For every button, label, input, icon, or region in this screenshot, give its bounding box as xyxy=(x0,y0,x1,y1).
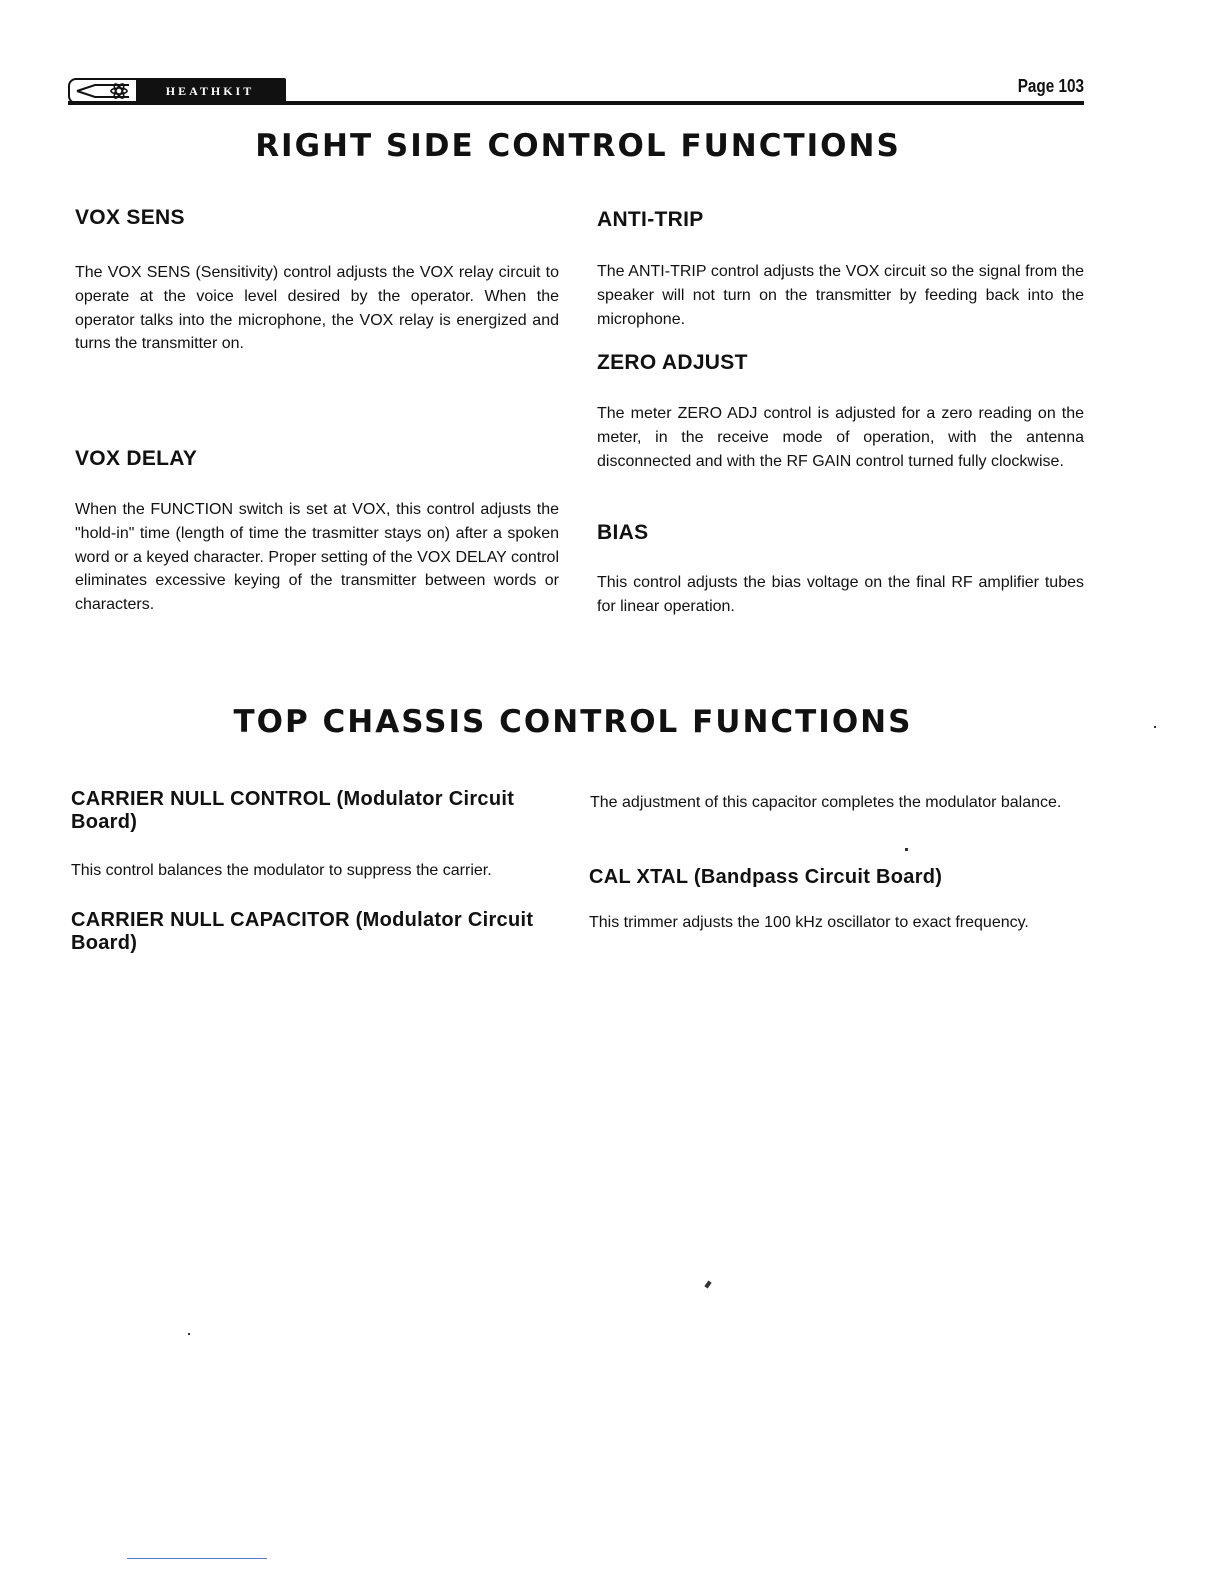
bias-block xyxy=(597,521,1084,619)
carrier-null-control-body: This control balances the modulator to suppress the carrier. xyxy=(71,862,492,879)
carrier-null-capacitor-body: The adjustment of this capacitor completes the modulator balance. xyxy=(590,794,1062,811)
zero-adjust-heading: ZERO ADJUST xyxy=(597,351,748,374)
vox-sens-block xyxy=(75,206,559,356)
bias-body: This control adjusts the bias voltage on the final RF amplifier tubes for linear operation. xyxy=(597,574,1084,615)
anti-trip-body: The ANTI-TRIP control adjusts the VOX circuit so the signal from the speaker will not turn on the transmitter by feeding back into the microphone. xyxy=(597,263,1084,328)
carrier-null-capacitor-heading: CARRIER NULL CAPACITOR (Modulator Circuit Board) xyxy=(71,909,534,954)
footer-line xyxy=(127,1558,267,1559)
header-rule xyxy=(68,101,1084,105)
scan-mark xyxy=(188,1333,190,1335)
section-title-top-chassis: TOP CHASSIS CONTROL FUNCTIONS xyxy=(233,704,913,740)
logo-emblem-icon xyxy=(70,80,136,102)
section-title-right-side: RIGHT SIDE CONTROL FUNCTIONS xyxy=(255,128,901,164)
zero-adjust-body: The meter ZERO ADJ control is adjusted for a zero reading on the meter, in the receive mode of operation, with the antenna disconnected and with the RF GAIN control turned fully clockwise. xyxy=(597,405,1084,470)
anti-trip-heading: ANTI-TRIP xyxy=(597,208,704,231)
vox-delay-heading: VOX DELAY xyxy=(75,447,198,470)
carrier-null-control-block xyxy=(71,788,557,883)
scan-mark xyxy=(905,848,908,851)
cal-xtal-heading: CAL XTAL (Bandpass Circuit Board) xyxy=(589,866,943,888)
cal-xtal-body: This trimmer adjusts the 100 kHz oscillator to exact frequency. xyxy=(589,914,1029,931)
vox-sens-body: The VOX SENS (Sensitivity) control adjusts the VOX relay circuit to operate at the voice level desired by the operator. When the operator talks into the microphone, the VOX relay is energized and turns the transmitter on. xyxy=(75,264,559,353)
anti-trip-block xyxy=(597,208,1084,331)
vox-delay-block xyxy=(75,447,559,617)
cal-xtal-block xyxy=(589,866,1076,935)
capacitor-continuation-block xyxy=(590,791,1076,815)
vox-delay-body: When the FUNCTION switch is set at VOX, this control adjusts the "hold-in" time (length of time the trasmitter stays on) after a spoken word or a keyed character. Proper setting of the VOX DELAY control eliminates excessive keying of the transmitter between words or characters. xyxy=(75,501,559,614)
scan-mark xyxy=(1154,726,1156,728)
logo-wordmark: HEATHKIT xyxy=(136,80,284,102)
carrier-null-control-heading: CARRIER NULL CONTROL (Modulator Circuit Board) xyxy=(71,788,515,833)
scan-mark xyxy=(704,1280,711,1288)
bias-heading: BIAS xyxy=(597,521,649,544)
carrier-null-capacitor-block xyxy=(71,909,557,955)
page-number: Page 103 xyxy=(1017,76,1084,96)
vox-sens-heading: VOX SENS xyxy=(75,206,185,229)
zero-adjust-block xyxy=(597,351,1084,473)
